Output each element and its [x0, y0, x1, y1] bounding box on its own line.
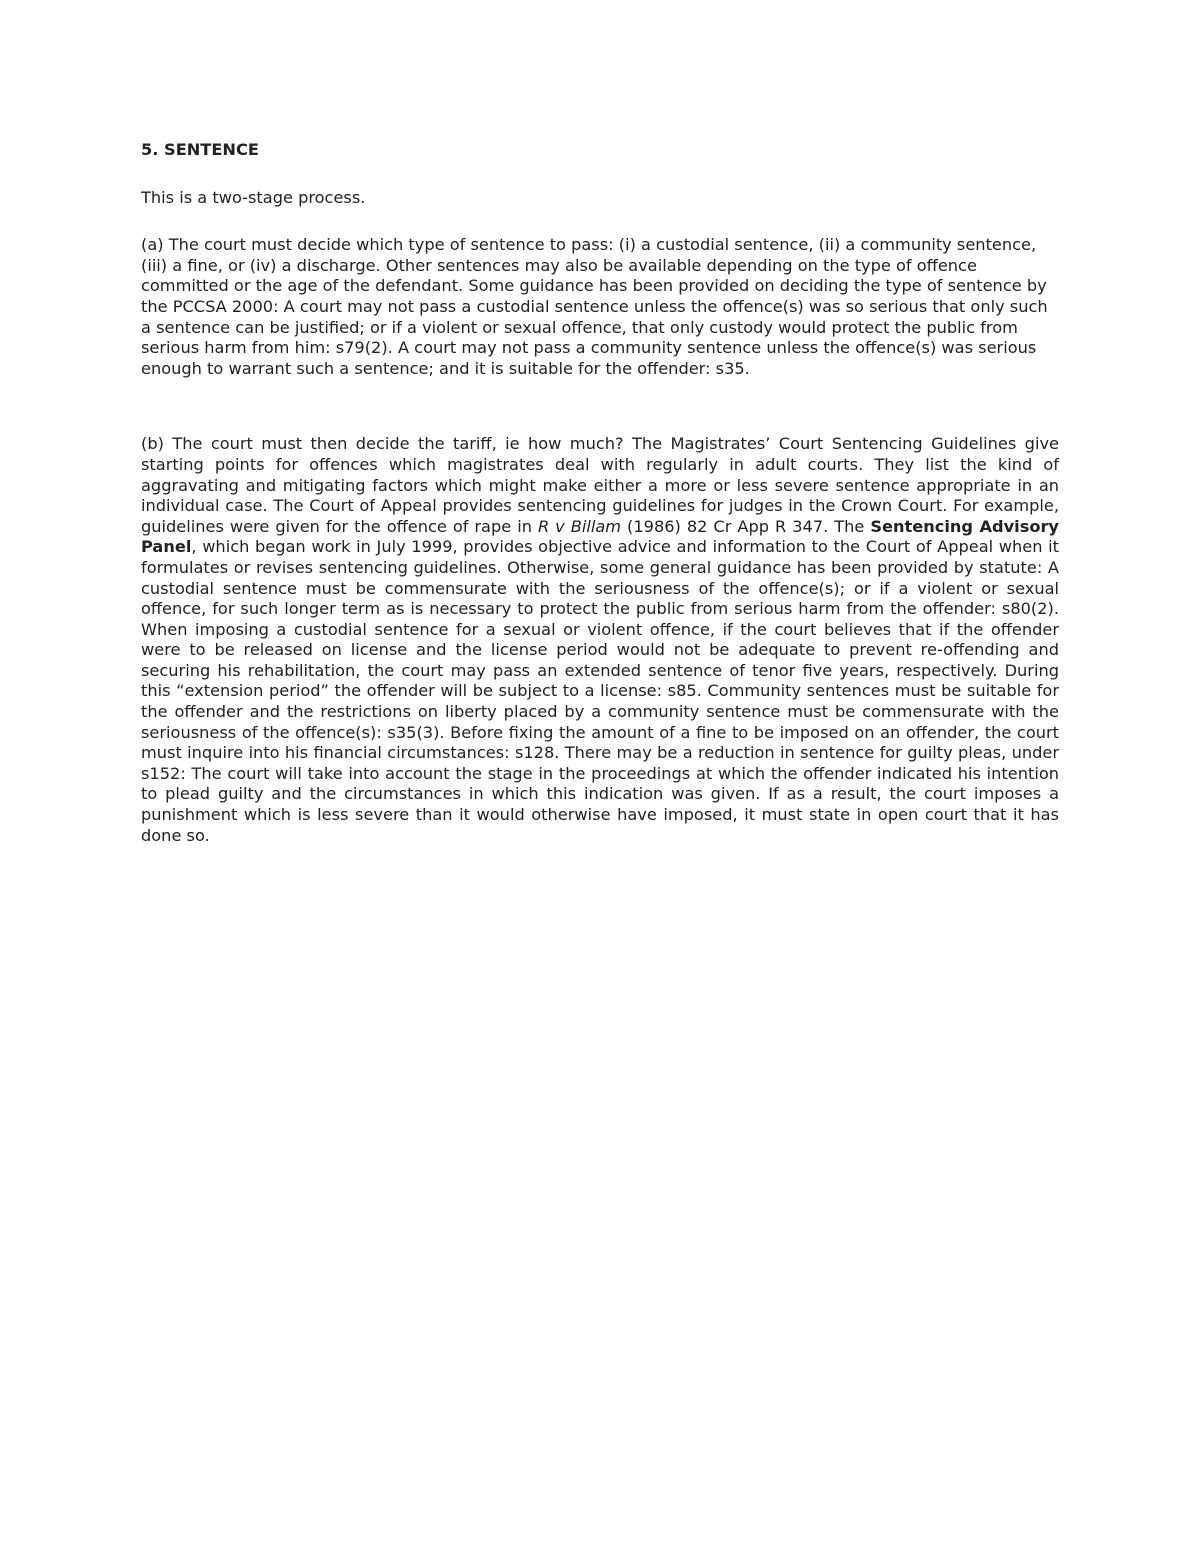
paragraph-b — [141, 434, 1059, 846]
paragraph-a: (a) The court must decide which type of sentence to pass: (i) a custodial sentence, (ii) a community sentence, (iii) a fine, or (iv) a discharge. Other sentences may also be available depending on the type of offence committed or the age of the defendant. Some guidance has been provided on deciding the type of sentence by the PCCSA 2000: A court may not pass a custodial sentence unless the offence(s) was so serious that only such a sentence can be justified; or if a violent or sexual offence, that only custody would protect the public from serious harm from him: s79(2). A court may not pass a community sentence unless the offence(s) was serious enough to warrant such a sentence; and it is suitable for the offender: s35. — [141, 235, 1048, 378]
document-page — [141, 140, 1059, 846]
case-citation: R v Billam — [537, 516, 622, 536]
intro-paragraph: This is a two-stage process. — [141, 187, 366, 207]
paragraph-b-part-1: (b) The court must then decide the tariff, ie how much? The Magistrates’ Court Sentencing Guidelines give starting points for offences which magistrates deal with regularly in adult courts. They list the kind of aggravating and mitigating factors which might make either a more or less severe sentence appropriate in an individual case. The Court of Appeal provides sentencing guidelines for judges in the Crown Court. For example, guidelines were given for the offence of rape in — [141, 434, 1059, 536]
paragraph-b-part-2: (1986) 82 Cr App R 347. The — [621, 516, 871, 536]
paragraph-b-part-3: , which began work in July 1999, provides objective advice and information to the Court of Appeal when it formulates or revises sentencing guidelines. Otherwise, some general guidance has been provided by statute: A custodial sentence must be commensurate with the seriousness of the offence(s); or if a violent or sexual offence, for such longer term as is necessary to protect the public from serious harm from the offender: s80(2). When imposing a custodial sentence for a sexual or violent offence, if the court believes that if the offender were to be released on license and the license period would not be adequate to prevent re-offending and securing his rehabilitation, the court may pass an extended sentence of tenor five years, respectively. During this “extension period” the offender will be subject to a license: s85. Community sentences must be suitable for the offender and the restrictions on liberty placed by a community sentence must be commensurate with the seriousness of the offence(s): s35(3). Before fixing the amount of a fine to be imposed on an offender, the court must inquire into his financial circumstances: s128. There may be a reduction in sentence for guilty pleas, under s152: The court will take into account the stage in the proceedings at which the offender indicated his intention to plead guilty and the circumstances in which this indication was given. If as a result, the court imposes a punishment which is less severe than it would otherwise have imposed, it must state in open court that it has done so. — [141, 537, 1059, 845]
sentencing-panel-term: Sentencing Advisory Panel — [141, 516, 1059, 557]
section-heading: 5. SENTENCE — [141, 140, 259, 159]
